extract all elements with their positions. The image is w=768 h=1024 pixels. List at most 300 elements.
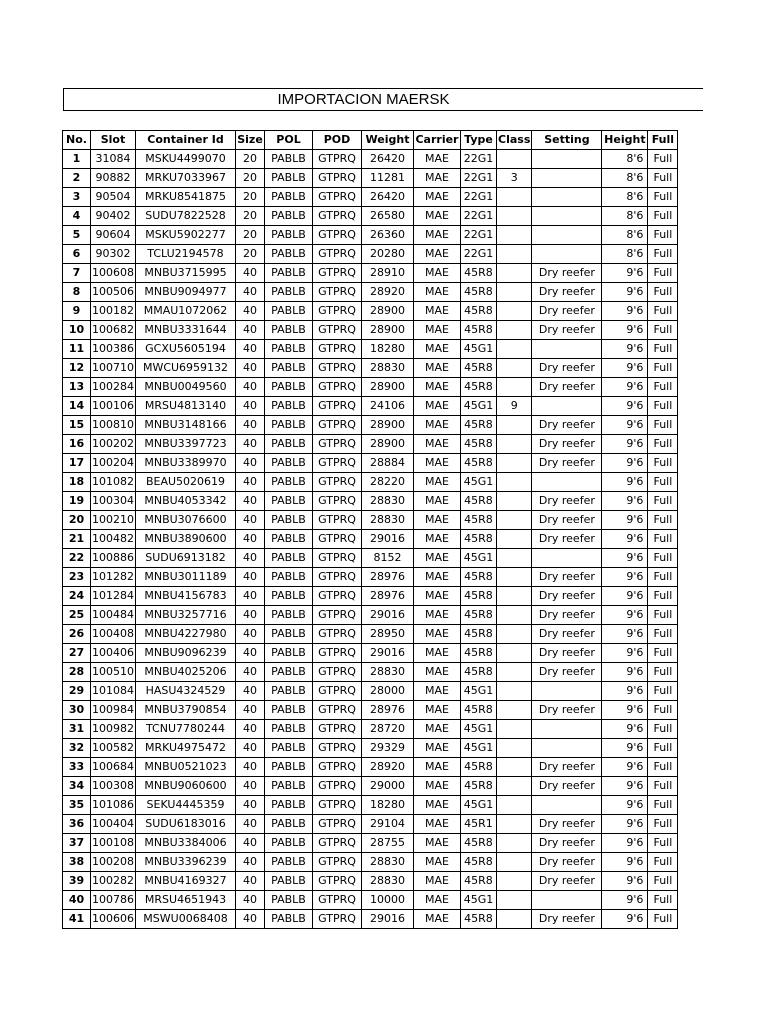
cell-container-id: MNBU4025206 <box>136 663 236 682</box>
cell-height: 9'6 <box>602 416 648 435</box>
cell-no: 21 <box>63 530 91 549</box>
cell-weight: 28976 <box>362 701 414 720</box>
cell-weight: 28830 <box>362 853 414 872</box>
cell-full: Full <box>648 587 678 606</box>
cell-class <box>497 872 532 891</box>
cell-class <box>497 815 532 834</box>
cell-no: 39 <box>63 872 91 891</box>
cell-slot: 100510 <box>91 663 136 682</box>
cell-full: Full <box>648 739 678 758</box>
cell-full: Full <box>648 796 678 815</box>
cell-pol: PABLB <box>265 834 313 853</box>
cell-slot: 100204 <box>91 454 136 473</box>
cell-pol: PABLB <box>265 568 313 587</box>
cell-type: 45R1 <box>461 815 497 834</box>
cell-setting <box>532 226 602 245</box>
cell-no: 9 <box>63 302 91 321</box>
cell-no: 28 <box>63 663 91 682</box>
cell-size: 40 <box>236 853 265 872</box>
cell-height: 9'6 <box>602 511 648 530</box>
column-header-no: No. <box>63 131 91 150</box>
cell-pod: GTPRQ <box>313 701 362 720</box>
cell-size: 40 <box>236 473 265 492</box>
cell-no: 29 <box>63 682 91 701</box>
table-row <box>63 378 678 397</box>
cell-setting <box>532 473 602 492</box>
cell-pol: PABLB <box>265 207 313 226</box>
cell-container-id: MRKU4975472 <box>136 739 236 758</box>
cell-no: 22 <box>63 549 91 568</box>
table-row <box>63 910 678 929</box>
cell-type: 45R8 <box>461 302 497 321</box>
table-row <box>63 226 678 245</box>
cell-pod: GTPRQ <box>313 397 362 416</box>
column-header-slot: Slot <box>91 131 136 150</box>
cell-class <box>497 568 532 587</box>
cell-slot: 101086 <box>91 796 136 815</box>
cell-slot: 100886 <box>91 549 136 568</box>
cell-class <box>497 473 532 492</box>
cell-no: 2 <box>63 169 91 188</box>
column-header-container-id: Container Id <box>136 131 236 150</box>
cell-no: 15 <box>63 416 91 435</box>
cell-no: 26 <box>63 625 91 644</box>
cell-height: 9'6 <box>602 910 648 929</box>
cell-class <box>497 302 532 321</box>
cell-slot: 100608 <box>91 264 136 283</box>
cell-type: 45R8 <box>461 606 497 625</box>
cell-pol: PABLB <box>265 872 313 891</box>
cell-class <box>497 226 532 245</box>
cell-carrier: MAE <box>414 264 461 283</box>
cell-full: Full <box>648 682 678 701</box>
cell-container-id: MNBU3890600 <box>136 530 236 549</box>
cell-type: 45G1 <box>461 682 497 701</box>
cell-class <box>497 188 532 207</box>
cell-pol: PABLB <box>265 169 313 188</box>
cell-pod: GTPRQ <box>313 872 362 891</box>
cell-size: 40 <box>236 435 265 454</box>
cell-pod: GTPRQ <box>313 739 362 758</box>
cell-no: 41 <box>63 910 91 929</box>
table-row <box>63 549 678 568</box>
cell-size: 40 <box>236 454 265 473</box>
cell-pol: PABLB <box>265 606 313 625</box>
cell-class <box>497 530 532 549</box>
cell-container-id: MNBU3384006 <box>136 834 236 853</box>
cell-no: 23 <box>63 568 91 587</box>
cell-carrier: MAE <box>414 777 461 796</box>
cell-size: 40 <box>236 739 265 758</box>
cell-size: 40 <box>236 568 265 587</box>
cell-class <box>497 606 532 625</box>
cell-full: Full <box>648 530 678 549</box>
cell-height: 9'6 <box>602 758 648 777</box>
cell-carrier: MAE <box>414 435 461 454</box>
cell-no: 1 <box>63 150 91 169</box>
cell-weight: 28830 <box>362 511 414 530</box>
cell-size: 40 <box>236 416 265 435</box>
cell-container-id: MMAU1072062 <box>136 302 236 321</box>
table-row <box>63 169 678 188</box>
cell-type: 22G1 <box>461 226 497 245</box>
cell-weight: 29016 <box>362 530 414 549</box>
cell-pod: GTPRQ <box>313 682 362 701</box>
cell-carrier: MAE <box>414 245 461 264</box>
cell-no: 4 <box>63 207 91 226</box>
cell-carrier: MAE <box>414 587 461 606</box>
cell-size: 40 <box>236 777 265 796</box>
cell-type: 45R8 <box>461 359 497 378</box>
cell-container-id: SUDU6183016 <box>136 815 236 834</box>
cell-pod: GTPRQ <box>313 321 362 340</box>
cell-pod: GTPRQ <box>313 777 362 796</box>
cell-container-id: MRKU8541875 <box>136 188 236 207</box>
cell-type: 45G1 <box>461 720 497 739</box>
cell-slot: 100606 <box>91 910 136 929</box>
cell-no: 17 <box>63 454 91 473</box>
cell-slot: 101084 <box>91 682 136 701</box>
cell-pod: GTPRQ <box>313 853 362 872</box>
cell-setting <box>532 796 602 815</box>
cell-class <box>497 150 532 169</box>
cell-setting: Dry reefer <box>532 283 602 302</box>
cell-container-id: MSKU4499070 <box>136 150 236 169</box>
cell-weight: 29016 <box>362 910 414 929</box>
cell-size: 20 <box>236 188 265 207</box>
cell-class <box>497 739 532 758</box>
cell-pod: GTPRQ <box>313 188 362 207</box>
cell-height: 8'6 <box>602 226 648 245</box>
cell-height: 9'6 <box>602 492 648 511</box>
cell-full: Full <box>648 435 678 454</box>
cell-carrier: MAE <box>414 853 461 872</box>
table-row <box>63 644 678 663</box>
cell-slot: 100482 <box>91 530 136 549</box>
cell-setting <box>532 207 602 226</box>
cell-weight: 28900 <box>362 321 414 340</box>
cell-container-id: MNBU4169327 <box>136 872 236 891</box>
table-row <box>63 283 678 302</box>
cell-full: Full <box>648 644 678 663</box>
table-row <box>63 321 678 340</box>
table-row <box>63 530 678 549</box>
cell-full: Full <box>648 207 678 226</box>
cell-type: 22G1 <box>461 150 497 169</box>
cell-slot: 100202 <box>91 435 136 454</box>
cell-pod: GTPRQ <box>313 910 362 929</box>
cell-height: 9'6 <box>602 739 648 758</box>
cell-weight: 26420 <box>362 150 414 169</box>
cell-type: 45G1 <box>461 891 497 910</box>
cell-setting: Dry reefer <box>532 416 602 435</box>
cell-weight: 28910 <box>362 264 414 283</box>
cell-weight: 28220 <box>362 473 414 492</box>
cell-no: 35 <box>63 796 91 815</box>
cell-height: 9'6 <box>602 606 648 625</box>
cell-pol: PABLB <box>265 492 313 511</box>
cell-pol: PABLB <box>265 302 313 321</box>
cell-full: Full <box>648 606 678 625</box>
cell-slot: 31084 <box>91 150 136 169</box>
cell-carrier: MAE <box>414 416 461 435</box>
cell-setting: Dry reefer <box>532 321 602 340</box>
cell-class <box>497 492 532 511</box>
cell-size: 40 <box>236 264 265 283</box>
cell-class <box>497 891 532 910</box>
cell-slot: 90604 <box>91 226 136 245</box>
cell-pol: PABLB <box>265 378 313 397</box>
column-header-pol: POL <box>265 131 313 150</box>
cell-height: 8'6 <box>602 188 648 207</box>
table-row <box>63 853 678 872</box>
cell-class <box>497 777 532 796</box>
table-header-row <box>63 131 678 150</box>
column-header-full: Full <box>648 131 678 150</box>
cell-carrier: MAE <box>414 492 461 511</box>
cell-height: 9'6 <box>602 796 648 815</box>
cell-pol: PABLB <box>265 359 313 378</box>
table-row <box>63 340 678 359</box>
cell-pol: PABLB <box>265 549 313 568</box>
cell-class <box>497 416 532 435</box>
cell-full: Full <box>648 720 678 739</box>
cell-height: 9'6 <box>602 777 648 796</box>
cell-full: Full <box>648 777 678 796</box>
cell-class <box>497 644 532 663</box>
cell-pol: PABLB <box>265 891 313 910</box>
cell-full: Full <box>648 188 678 207</box>
cell-pol: PABLB <box>265 910 313 929</box>
cell-height: 9'6 <box>602 378 648 397</box>
cell-weight: 28830 <box>362 359 414 378</box>
cell-size: 40 <box>236 910 265 929</box>
cell-no: 25 <box>63 606 91 625</box>
cell-type: 45R8 <box>461 701 497 720</box>
cell-height: 9'6 <box>602 587 648 606</box>
cell-height: 9'6 <box>602 701 648 720</box>
cell-height: 8'6 <box>602 150 648 169</box>
cell-setting: Dry reefer <box>532 777 602 796</box>
cell-setting <box>532 188 602 207</box>
cell-container-id: MWCU6959132 <box>136 359 236 378</box>
cell-carrier: MAE <box>414 701 461 720</box>
cell-pol: PABLB <box>265 587 313 606</box>
cell-carrier: MAE <box>414 891 461 910</box>
cell-class <box>497 720 532 739</box>
cell-full: Full <box>648 169 678 188</box>
cell-height: 9'6 <box>602 891 648 910</box>
cell-full: Full <box>648 815 678 834</box>
table-row <box>63 397 678 416</box>
cell-setting <box>532 549 602 568</box>
cell-pod: GTPRQ <box>313 150 362 169</box>
cell-full: Full <box>648 226 678 245</box>
cell-container-id: MNBU0521023 <box>136 758 236 777</box>
table-row <box>63 568 678 587</box>
cell-pod: GTPRQ <box>313 625 362 644</box>
cell-carrier: MAE <box>414 169 461 188</box>
cell-pol: PABLB <box>265 796 313 815</box>
cell-pod: GTPRQ <box>313 340 362 359</box>
cell-carrier: MAE <box>414 739 461 758</box>
cell-weight: 26580 <box>362 207 414 226</box>
cell-full: Full <box>648 663 678 682</box>
cell-carrier: MAE <box>414 150 461 169</box>
cell-container-id: MNBU3790854 <box>136 701 236 720</box>
table-row <box>63 207 678 226</box>
cell-no: 12 <box>63 359 91 378</box>
cell-type: 45R8 <box>461 663 497 682</box>
cell-size: 40 <box>236 758 265 777</box>
cell-class <box>497 321 532 340</box>
cell-weight: 28900 <box>362 435 414 454</box>
cell-no: 20 <box>63 511 91 530</box>
cell-weight: 18280 <box>362 796 414 815</box>
cell-size: 40 <box>236 606 265 625</box>
cell-setting <box>532 245 602 264</box>
cell-pol: PABLB <box>265 625 313 644</box>
column-header-pod: POD <box>313 131 362 150</box>
cell-setting: Dry reefer <box>532 606 602 625</box>
cell-container-id: MNBU3257716 <box>136 606 236 625</box>
cell-container-id: HASU4324529 <box>136 682 236 701</box>
cell-class <box>497 511 532 530</box>
cell-full: Full <box>648 701 678 720</box>
cell-height: 9'6 <box>602 663 648 682</box>
cell-pod: GTPRQ <box>313 283 362 302</box>
cell-pod: GTPRQ <box>313 359 362 378</box>
cell-type: 45R8 <box>461 378 497 397</box>
cell-setting <box>532 340 602 359</box>
cell-pod: GTPRQ <box>313 644 362 663</box>
cell-container-id: TCNU7780244 <box>136 720 236 739</box>
cell-pol: PABLB <box>265 264 313 283</box>
cell-height: 9'6 <box>602 549 648 568</box>
cell-slot: 100582 <box>91 739 136 758</box>
cell-pod: GTPRQ <box>313 663 362 682</box>
cell-weight: 28900 <box>362 302 414 321</box>
column-header-type: Type <box>461 131 497 150</box>
cell-type: 45G1 <box>461 549 497 568</box>
cell-container-id: MRSU4813140 <box>136 397 236 416</box>
cell-no: 31 <box>63 720 91 739</box>
cell-size: 40 <box>236 701 265 720</box>
cell-slot: 101284 <box>91 587 136 606</box>
cell-size: 20 <box>236 169 265 188</box>
cell-class <box>497 207 532 226</box>
cell-weight: 29016 <box>362 644 414 663</box>
cell-slot: 100210 <box>91 511 136 530</box>
table-row <box>63 834 678 853</box>
table-row <box>63 264 678 283</box>
cell-slot: 100284 <box>91 378 136 397</box>
cell-height: 9'6 <box>602 834 648 853</box>
cell-type: 45G1 <box>461 397 497 416</box>
cell-container-id: GCXU5605194 <box>136 340 236 359</box>
cell-type: 45G1 <box>461 473 497 492</box>
table-row <box>63 625 678 644</box>
cell-full: Full <box>648 264 678 283</box>
cell-container-id: MNBU4227980 <box>136 625 236 644</box>
cell-slot: 100984 <box>91 701 136 720</box>
cell-carrier: MAE <box>414 568 461 587</box>
cell-weight: 28900 <box>362 416 414 435</box>
cell-pol: PABLB <box>265 815 313 834</box>
cell-full: Full <box>648 359 678 378</box>
cell-slot: 100786 <box>91 891 136 910</box>
cell-pod: GTPRQ <box>313 492 362 511</box>
report-title-box <box>63 88 703 111</box>
cell-carrier: MAE <box>414 454 461 473</box>
table-row <box>63 872 678 891</box>
table-row <box>63 606 678 625</box>
cell-full: Full <box>648 758 678 777</box>
cell-no: 16 <box>63 435 91 454</box>
container-table <box>62 130 678 929</box>
cell-type: 45R8 <box>461 834 497 853</box>
cell-pod: GTPRQ <box>313 378 362 397</box>
cell-slot: 100710 <box>91 359 136 378</box>
cell-height: 9'6 <box>602 473 648 492</box>
cell-slot: 100182 <box>91 302 136 321</box>
cell-size: 20 <box>236 245 265 264</box>
cell-full: Full <box>648 340 678 359</box>
cell-container-id: MNBU3715995 <box>136 264 236 283</box>
cell-full: Full <box>648 473 678 492</box>
cell-carrier: MAE <box>414 511 461 530</box>
cell-weight: 28720 <box>362 720 414 739</box>
cell-setting: Dry reefer <box>532 853 602 872</box>
cell-no: 32 <box>63 739 91 758</box>
cell-pol: PABLB <box>265 340 313 359</box>
report-title: IMPORTACION MAERSK <box>277 91 450 108</box>
cell-container-id: MNBU3396239 <box>136 853 236 872</box>
cell-pol: PABLB <box>265 283 313 302</box>
cell-type: 22G1 <box>461 169 497 188</box>
cell-no: 10 <box>63 321 91 340</box>
cell-no: 13 <box>63 378 91 397</box>
cell-class <box>497 625 532 644</box>
cell-pod: GTPRQ <box>313 891 362 910</box>
cell-carrier: MAE <box>414 359 461 378</box>
cell-no: 40 <box>63 891 91 910</box>
cell-slot: 100108 <box>91 834 136 853</box>
cell-setting: Dry reefer <box>532 454 602 473</box>
cell-weight: 28920 <box>362 758 414 777</box>
cell-carrier: MAE <box>414 644 461 663</box>
cell-pod: GTPRQ <box>313 245 362 264</box>
cell-slot: 90302 <box>91 245 136 264</box>
cell-size: 40 <box>236 834 265 853</box>
cell-class <box>497 701 532 720</box>
cell-type: 45R8 <box>461 264 497 283</box>
cell-full: Full <box>648 378 678 397</box>
cell-class <box>497 758 532 777</box>
cell-pol: PABLB <box>265 511 313 530</box>
cell-container-id: MNBU9096239 <box>136 644 236 663</box>
cell-height: 8'6 <box>602 207 648 226</box>
cell-weight: 28920 <box>362 283 414 302</box>
cell-container-id: SEKU4445359 <box>136 796 236 815</box>
cell-no: 18 <box>63 473 91 492</box>
column-header-class: Class <box>497 131 532 150</box>
cell-size: 40 <box>236 283 265 302</box>
cell-container-id: MNBU4156783 <box>136 587 236 606</box>
cell-setting <box>532 891 602 910</box>
cell-slot: 100810 <box>91 416 136 435</box>
cell-no: 14 <box>63 397 91 416</box>
